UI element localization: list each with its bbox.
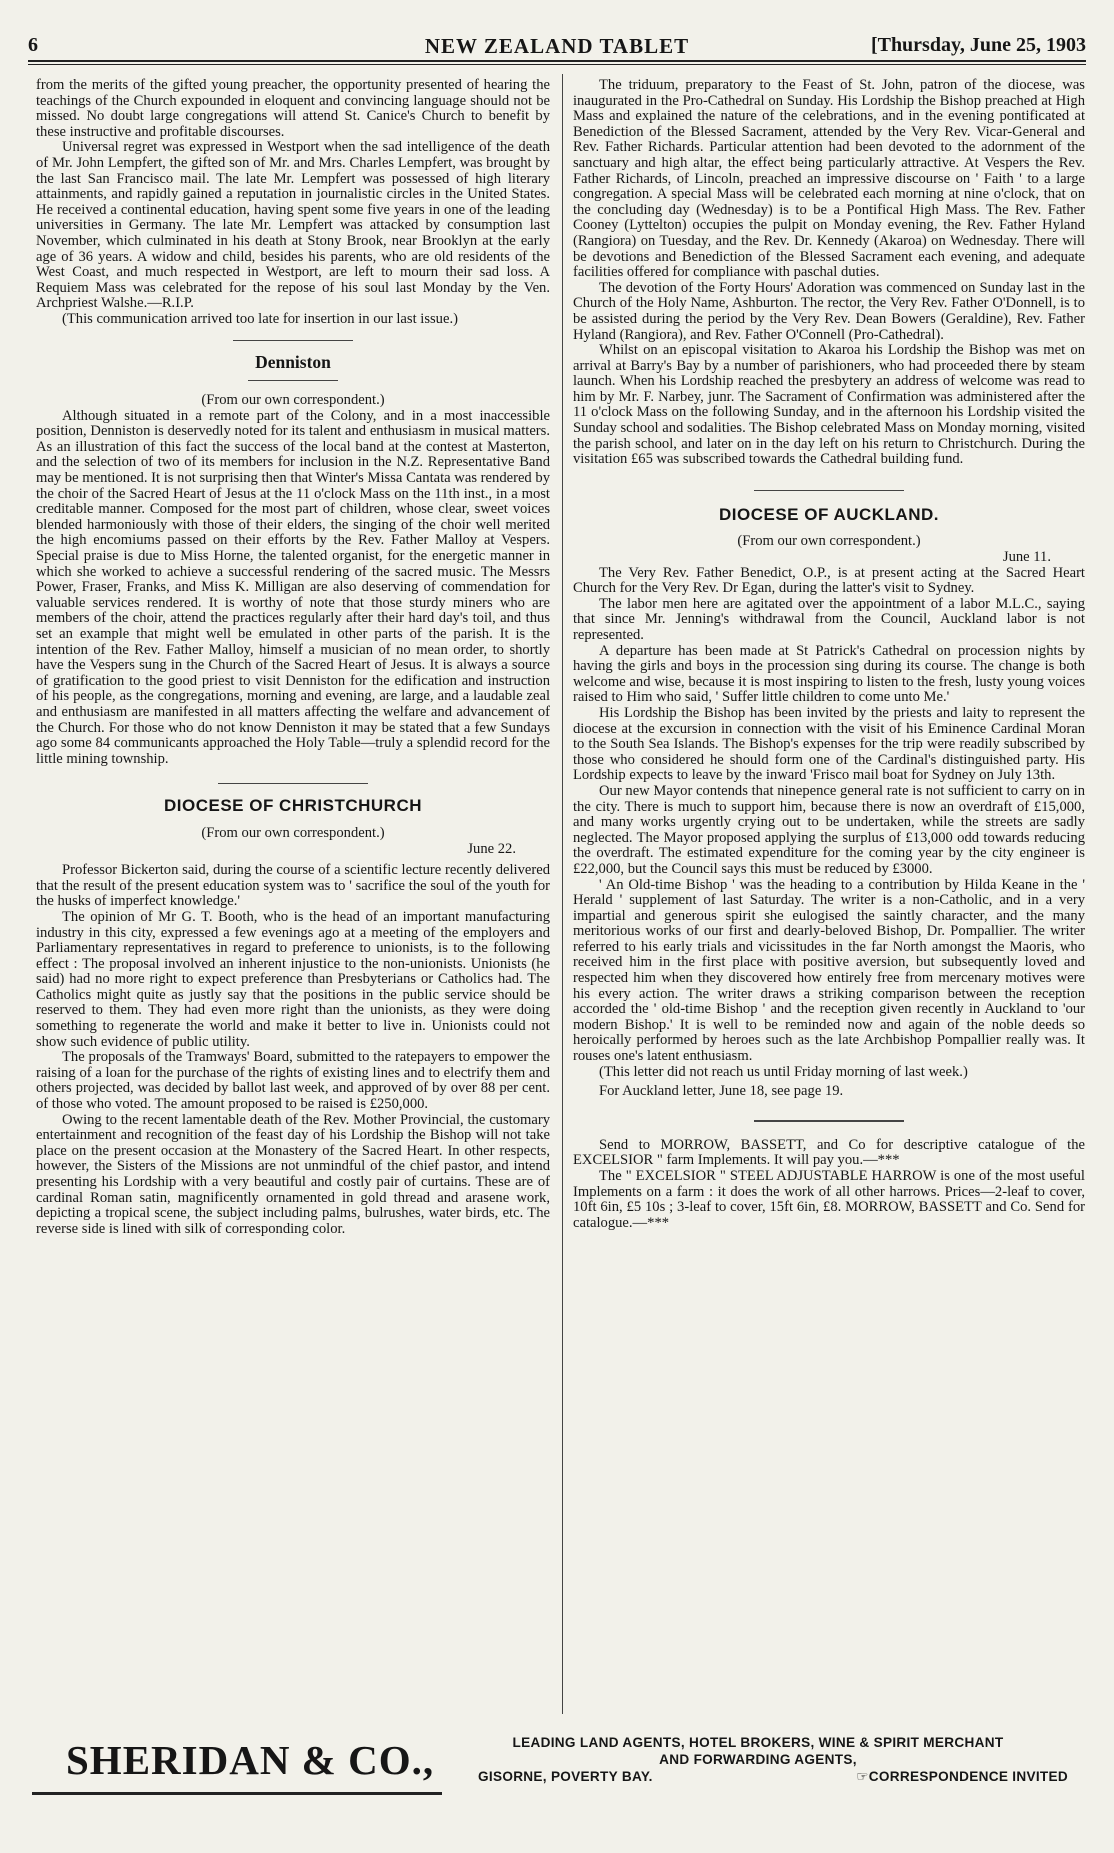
dateline: June 11. (1002, 549, 1051, 566)
correspondent-line: (From our own correspondent.) (201, 824, 385, 841)
column-divider (562, 74, 563, 1714)
intro-paragraph: Universal regret was expressed in Westport when the sad intelligence of the death of Mr. John Lempfert, the gifted son of Mr. and Mrs. Charles Lempfert, was brought by the last San Francisco mail. The late Mr. Lempfert was possessed of high literary attainments, and rapidly gained a reputation in journalistic circles in the United States. He received a continental education, having spent some five years in one of the leading universities in Germany. The late Mr. Lempfert was attacked by consumption last November, which culminated in his death at Stony Brook, near Brooklyn at the early age of 36 years. A widow and child, besides his parents, who are old residents of the West Coast, and much respected in Westport, are left to mourn their sad loss. A Requiem Mass was celebrated for the repose of his soul last Monday by the Ven. Archpriest Walshe.—R.I.P. (36, 139, 550, 312)
article-paragraph: Although situated in a remote part of the Colony, and in a most inaccessible position, Denniston is deservedly noted for its talent and enthusiasm in musical matters. As an illustration of this fact the success of the local band at the contest at Masterton, and the selection of two of its members for inclusion in the N.Z. Representative Band may be mentioned. It is not surprising then that Winter's Missa Cantata was rendered by the choir of the Sacred Heart of Jesus at the 11 o'clock Mass on the 11th inst., in a most creditable manner. Composed for the most part of children, whose clear, sweet voices blended harmoniously with those of their elders, the singing of the choir well merited the high encomiums passed on their efforts by the Rev. Father Malloy at Vespers. Special praise is due to Miss Horne, the talented organist, for the energetic manner in which she worked to achieve a successful rendering of the sacred music. The Messrs Power, Fraser, Franks, and Miss K. Milligan are also deserving of commendation for valuable services rendered. It is worthy of note that those sturdy miners who are members of the choir, attend the practices regularly after their hard day's toil, and thus set an example that might well be emulated in other parts of the parish. It is the intention of the Rev. Father Malloy, himself a musician of no mean order, to shortly have the Vespers sung in the Church of the Sacred Heart of Jesus. It is always a source of gratification to the good priest to visit Denniston for the edification and instruction of his people, as the congregations, morning and evening, are large, and a laudable zeal and enthusiasm are manifested in all matters affecting the welfare and advancement of the Church. For those who do not know Denniston it may be stated that a few Sundays ago some 84 communicants approached the Holy Table—truly a splendid record for the little mining township. (36, 407, 550, 767)
article-paragraph: The triduum, preparatory to the Feast of St. John, patron of the diocese, was inaugurated in the Pro-Cathedral on Sunday. His Lordship the Bishop preached at High Mass and explained the nature of the celebrations, and in the evening pontificated at Benediction of the Blessed Sacrament, attended by the Very Rev. Vicar-General and Rev. Father Richards. Particular attention had been devoted to the adornment of the sanctuary and high altar, the effect being particularly attractive. At Vespers the Rev. Father Richards, of Lincoln, preached an impressive discourse on ' Faith ' to a large congregation. A special Mass will be celebrated each morning at nine o'clock, that on the concluding day (Wednesday) is to be a Pontifical High Mass. The Rev. Father Cooney (Lyttelton) occupies the pulpit on Monday evening, the Rev. Father Hyland (Rangiora) on Tuesday, and the Rev. Dr. Kennedy (Akaroa) on Wednesday. There will be devotions and Benediction of the Blessed Sacrament each evening, and adequate facilities offered for compliance with paschal duties. (573, 77, 1085, 281)
advertisement: The " EXCELSIOR " STEEL ADJUSTABLE HARROW is one of the most useful Implements on a farm : it does the work of all other harrows. Prices—2-leaf to cover, 10ft 6in, £5 10s ; 3-leaf to cover, 15ft 6in, £8. MORROW, BASSETT and Co. Send for catalogue.—*** (573, 1168, 1085, 1231)
article-paragraph: (This letter did not reach us until Friday morning of last week.) (599, 1063, 968, 1080)
article-paragraph: The devotion of the Forty Hours' Adoration was commenced on Sunday last in the Church of the Holy Name, Ashburton. The rector, the Very Rev. Father O'Donnell, is to be assisted during the period by the Very Rev. Dean Bowers (Geraldine), Rev. Father Hyland (Rangiora), and Rev. Father O'Connell (Pro-Cathedral). (573, 279, 1085, 343)
advertisement: Send to MORROW, BASSETT, and Co for descriptive catalogue of the EXCELSIOR " farm Implements. It will pay you.—*** (573, 1136, 1085, 1169)
brand-name: SHERIDAN & CO., (66, 1737, 435, 1783)
section-heading-denniston: Denniston (255, 351, 331, 372)
section-heading-christchurch: DIOCESE OF CHRISTCHURCH (163, 796, 422, 816)
footer-line: AND FORWARDING AGENTS, (659, 1752, 857, 1767)
page-number: 6 (28, 34, 38, 56)
article-paragraph: A departure has been made at St Patrick's Cathedral on procession nights by having the girls and boys in the procession sing during its course. The change is both welcome and wise, because it is most inspiring to listen to the fresh, lusty young voices raised to Him who said, ' Suffer little children to come unto Me.' (573, 642, 1085, 706)
section-rule (248, 380, 338, 381)
footer-line: LEADING LAND AGENTS, HOTEL BROKERS, WINE & SPIRIT MERCHANT (512, 1735, 1004, 1750)
section-rule (218, 783, 368, 784)
article-paragraph: His Lordship the Bishop has been invited by the priests and laity to represent the diocese at the excursion in connection with the visit of his Eminence Cardinal Moran to the South Sea Islands. The Bishop's expenses for the trip were readily subscribed by those who considered he should form one of the Cardinal's distinguished party. His Lordship expects to leave by the inward 'Frisco mail boat for Sydney on July 13th. (573, 704, 1085, 784)
left-column (36, 78, 550, 1237)
section-heading-auckland: DIOCESE OF AUCKLAND. (719, 504, 939, 524)
issue-date: [Thursday, June 25, 1903 (870, 34, 1086, 56)
right-column (573, 78, 1085, 1231)
intro-paragraph: from the merits of the gifted young preacher, the opportunity presented of hearing the teachings of the Church expounded in eloquent and convincing language should not be missed. No doubt large congregations will attend St. Canice's Church to benefit by these instructive and profitable discourses. (36, 77, 550, 140)
footer-address: GISORNE, POVERTY BAY. (478, 1769, 653, 1784)
article-paragraph: Whilst on an episcopal visitation to Akaroa his Lordship the Bishop was met on arrival at Barry's Bay by a number of parishioners, who had proceeded there by steam launch. When his Lordship reached the presbytery an address of welcome was read to him by Mr. F. Narbey, junr. The Sacrament of Confirmation was administered after the 11 o'clock Mass on the following Sunday, and in the afternoon his Lordship visited the Sunday school and sodalities. The Bishop celebrated Mass on Monday morning, visited the parish school, and later on in the day left on his return to Christchurch. During the visitation £65 was subscribed towards the Cathedral building fund. (573, 342, 1085, 468)
footer-text (438, 1734, 1078, 1785)
article-paragraph: Owing to the recent lamentable death of the Rev. Mother Provincial, the customary entertainment and recognition of the feast day of his Lordship the Bishop will not take place on the present occasion at the Monastery of the Sacred Heart. In other respects, however, the Sisters of the Missions are not unmindful of the chief pastor, and intend presenting his Lordship with a very beautiful and costly pair of curtains. These are of cardinal Roman satin, magnificently ornamented in gold thread and arasene work, depicting a tropical scene, the subject including palms, bulrushes, water birds, etc. The reverse side is lined with silk of corresponding color. (36, 1111, 550, 1237)
article-paragraph: Professor Bickerton said, during the course of a scientific lecture recently delivered that the result of the present education system was to ' sacrifice the soul of the youth for the husks of imperfect knowledge.' (36, 862, 550, 910)
brand-underline (32, 1792, 442, 1795)
section-rule (233, 340, 353, 341)
footer-advertisement (28, 1722, 1086, 1812)
header-rule-thin (28, 64, 1086, 65)
section-rule (754, 490, 904, 491)
article-paragraph: ' An Old-time Bishop ' was the heading to a contribution by Hilda Keane in the ' Herald ' supplement of last Saturday. The writer is a non-Catholic, and in a very impartial and generous spirit she eulogised the saintly character, and the many meritorious works of our first and dearly-beloved Bishop, Dr. Pompallier. The writer referred to his early trials and vicissitudes in the far North amongst the Maoris, who received him in the first place with positive aversion, but subsequently loved and respected him when they discovered how entirely free from mercenary motives were his every action. The writer draws a striking comparison between the reception accorded the ' old-time Bishop ' and the reception given recently in Auckland to 'our modern Bishop.' It is well to be reminded now and again of the noble deeds so heroically performed by heroes such as the late Archbishop Pompallier really was. It rouses one's latent enthusiasm. (573, 876, 1085, 1065)
correspondent-line: (From our own correspondent.) (737, 533, 921, 550)
article-paragraph: The Very Rev. Father Benedict, O.P., is at present acting at the Sacred Heart Church for the Very Rev. Dr Egan, during the latter's visit to Sydney. (573, 564, 1085, 597)
dateline: June 22. (467, 840, 516, 857)
article-paragraph: The proposals of the Tramways' Board, submitted to the ratepayers to empower the raising of a loan for the purchase of the rights of existing lines and to electrify them and others projected, was decided by ballot last week, and approved of by over 88 per cent. of those who voted. The amount proposed to be raised is £250,000. (36, 1049, 550, 1113)
page-header (28, 22, 1086, 58)
correspondent-line: (From our own correspondent.) (201, 392, 385, 409)
article-paragraph: The opinion of Mr G. T. Booth, who is the head of an important manufacturing industry in this city, expressed a few evenings ago at a meeting of the employers and Parliamentary representatives in regard to preference to unionists, is to the following effect : The proposal involved an inherent injustice to the non-unionists. Unionists (he said) had no more right to expect preference than Presbyterians or Catholics had. The Catholics might quite as justly say that the positions in the public service should be reserved to them. They had even more right than the unionists, as they were doing something to regenerate the world and make it better to live in. Unionists could not show such evidence of public utility. (36, 908, 550, 1050)
masthead: NEW ZEALAND TABLET (424, 34, 690, 58)
cross-reference: For Auckland letter, June 18, see page 19. (599, 1083, 844, 1100)
footer-line (438, 1768, 1078, 1785)
intro-paragraph: (This communication arrived too late for insertion in our last issue.) (62, 310, 458, 327)
article-paragraph: Our new Mayor contends that ninepence general rate is not sufficient to carry on in the city. There is much to support him, because there is now an overdraft of £15,000, and many works urgently crying out to be undertaken, while the streets are sadly neglected. The Mayor proposed applying the surplus of £13,000 odd towards reducing the overdraft. The estimated expenditure for the coming year by the city engineer is £22,000, but the Council says this must be reduced by £3000. (573, 782, 1085, 877)
header-rule-thick (28, 60, 1086, 62)
article-paragraph: The labor men here are agitated over the appointment of a labor M.L.C., saying that since Mr. Jenning's withdrawal from the Council, Auckland labor is not represented. (573, 595, 1085, 643)
footer-invite: ☞CORRESPONDENCE INVITED (856, 1769, 1068, 1784)
section-rule (754, 1120, 904, 1122)
